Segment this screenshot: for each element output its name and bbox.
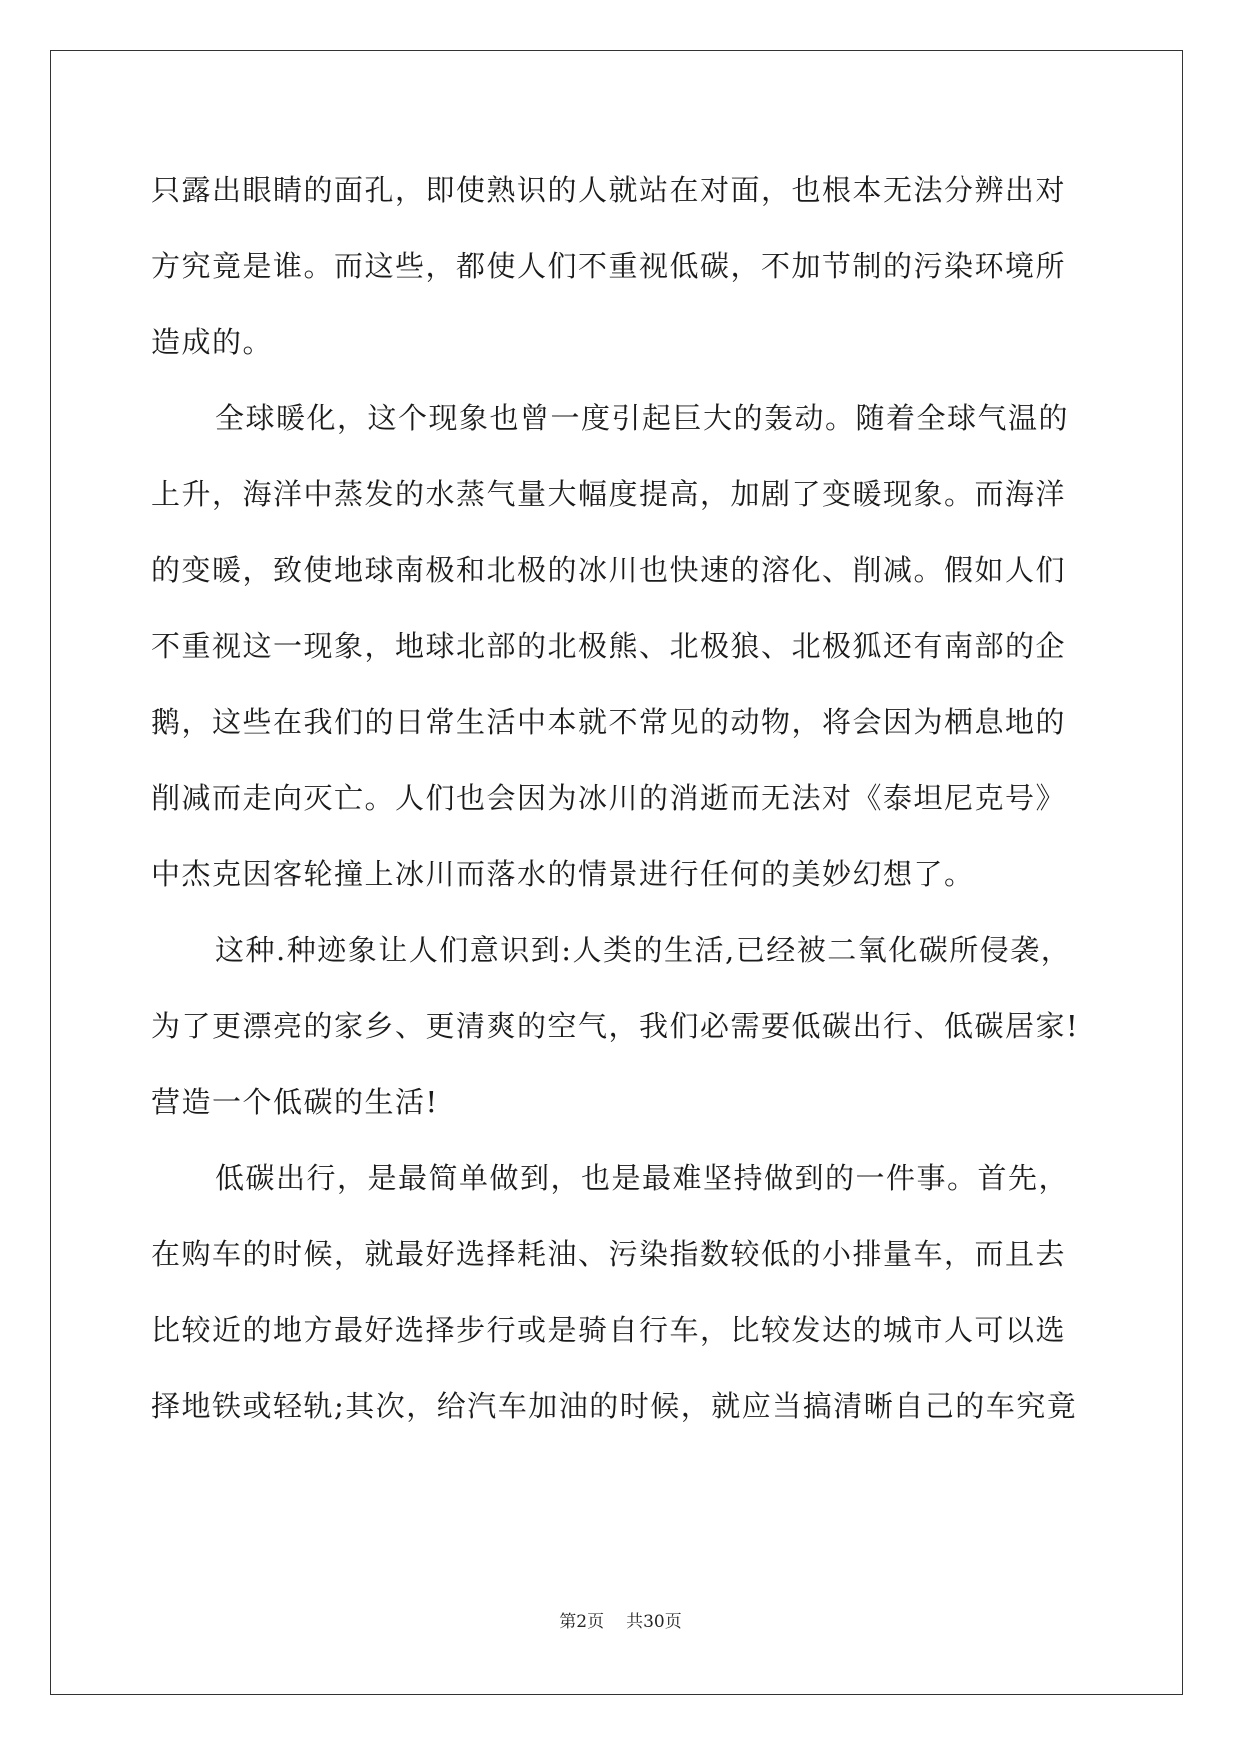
text-line: 择地铁或轻轨;其次，给汽车加油的时候，就应当搞清晰自己的车究竟 [151, 1389, 1078, 1423]
document-body [151, 160, 1091, 1452]
text-line: 只露出眼睛的面孔，即使熟识的人就站在对面，也根本无法分辨出对 [151, 173, 1067, 207]
text-line: 为了更漂亮的家乡、更清爽的空气，我们必需要低碳出行、低碳居家! [151, 1009, 1080, 1043]
text-line: 方究竟是谁。而这些，都使人们不重视低碳，不加节制的污染环境所 [151, 249, 1067, 283]
text-line: 不重视这一现象，地球北部的北极熊、北极狼、北极狐还有南部的企 [151, 629, 1067, 663]
text-line: 营造一个低碳的生活! [151, 1085, 439, 1119]
text-line: 造成的。 [151, 325, 274, 359]
text-line: 中杰克因客轮撞上冰川而落水的情景进行任何的美妙幻想了。 [151, 857, 975, 891]
text-line: 比较近的地方最好选择步行或是骑自行车，比较发达的城市人可以选 [151, 1313, 1067, 1347]
page-footer [0, 1607, 1241, 1632]
text-line: 在购车的时候，就最好选择耗油、污染指数较低的小排量车，而且去 [151, 1237, 1067, 1271]
text-line: 全球暖化，这个现象也曾一度引起巨大的轰动。随着全球气温的 [215, 401, 1070, 435]
text-line: 的变暖，致使地球南极和北极的冰川也快速的溶化、削减。假如人们 [151, 553, 1067, 587]
text-line: 削减而走向灭亡。人们也会因为冰川的消逝而无法对《泰坦尼克号》 [151, 781, 1067, 815]
text-line: 上升，海洋中蒸发的水蒸气量大幅度提高，加剧了变暖现象。而海洋 [151, 477, 1067, 511]
text-line: 鹅，这些在我们的日常生活中本就不常见的动物，将会因为栖息地的 [151, 705, 1067, 739]
page-number: 第2页 [559, 1612, 605, 1632]
text-line: 低碳出行，是最简单做到，也是最难坚持做到的一件事。首先， [215, 1161, 1070, 1195]
page-total: 共30页 [626, 1612, 682, 1632]
text-line: 这种.种迹象让人们意识到:人类的生活,已经被二氧化碳所侵袭， [215, 933, 1072, 967]
